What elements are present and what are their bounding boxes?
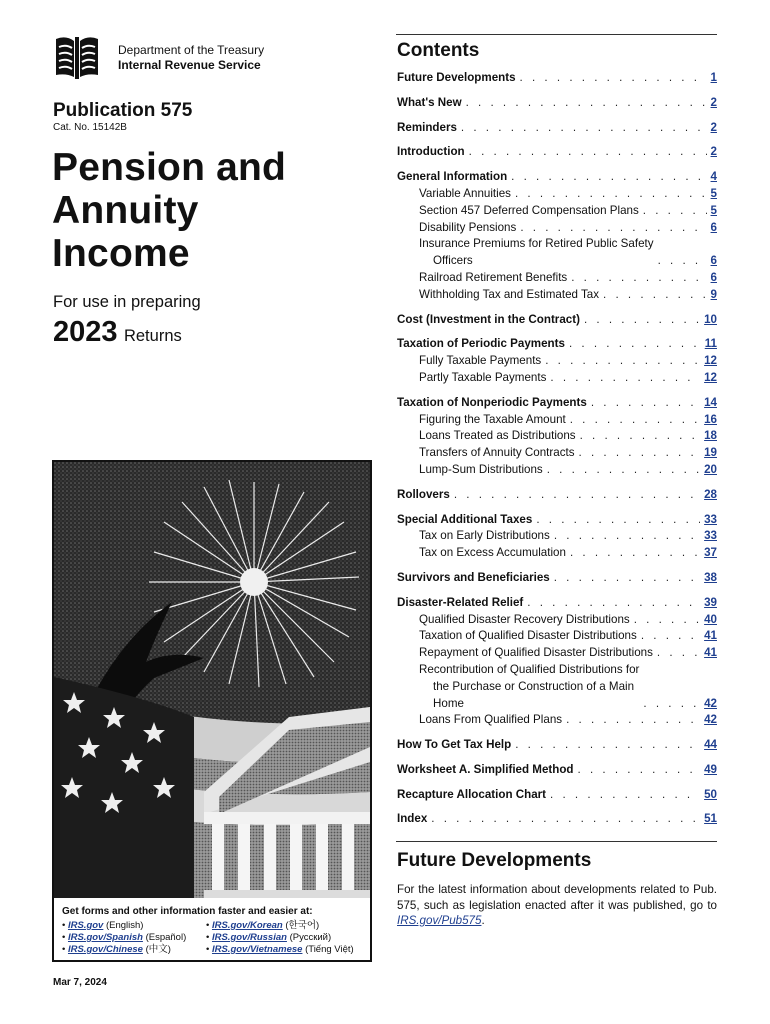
toc-entry-label: [397, 70, 516, 87]
irs-gov-chinese-link[interactable]: IRS.gov/Chinese: [67, 944, 143, 955]
toc-page-link[interactable]: 9: [710, 287, 717, 301]
toc-entry[interactable]: [397, 120, 717, 137]
toc-entry[interactable]: [397, 186, 717, 203]
dot-leader: [431, 811, 700, 828]
toc-entry-label: [397, 570, 550, 587]
toc-entry-label: [419, 370, 546, 387]
toc-entry-label-line: Figuring the Taxable Amount: [419, 412, 566, 426]
toc-entry-label: [397, 395, 587, 412]
toc-page-link[interactable]: 6: [710, 254, 717, 268]
toc-entry-label: [419, 462, 543, 479]
toc-page-link[interactable]: 40: [704, 612, 717, 626]
toc-entry-label: [419, 428, 576, 445]
toc-entry-label-line: Railroad Retirement Benefits: [419, 270, 568, 284]
dot-leader: [520, 220, 706, 237]
toc-page-link[interactable]: 6: [710, 220, 717, 234]
toc-entry-label: [419, 612, 630, 629]
toc-entry-label: [419, 445, 575, 462]
toc-entry-label-line: Rollovers: [397, 487, 450, 501]
toc-entry-label: [419, 628, 637, 645]
irs-gov-link[interactable]: IRS.gov: [67, 920, 104, 931]
dot-leader: [658, 253, 707, 270]
dot-leader: [571, 270, 706, 287]
toc-entry-label-line: Reminders: [397, 120, 457, 134]
toc-entry-label: [419, 270, 567, 287]
irs-gov-korean-link[interactable]: IRS.gov/Korean: [211, 920, 283, 931]
toc-entry-label-line: Recontribution of Qualified Distributions for: [419, 662, 640, 676]
toc-entry[interactable]: [397, 370, 717, 387]
publication-title: [52, 146, 286, 275]
toc-entry-label: [419, 186, 511, 203]
toc-entry[interactable]: [397, 595, 717, 612]
toc-entry-label-continuation: Officers: [433, 254, 473, 268]
toc-entry-label-line: Tax on Excess Accumulation: [419, 546, 566, 560]
toc-page-link[interactable]: 51: [704, 812, 717, 826]
future-developments-body: For the latest information about developments related to Pub. 575, such as legislation enacted after it was published, go to: [397, 883, 717, 912]
toc-entry[interactable]: [397, 395, 717, 412]
toc-page-link[interactable]: 50: [704, 787, 717, 801]
toc-entry-label: [397, 595, 523, 612]
toc-entry[interactable]: [397, 236, 717, 270]
toc-entry[interactable]: [397, 528, 717, 545]
toc-entry[interactable]: [397, 312, 717, 329]
toc-entry-label-line: Recapture Allocation Chart: [397, 787, 547, 801]
toc-page-link[interactable]: 5: [710, 186, 717, 200]
toc-page-link[interactable]: 5: [710, 203, 717, 217]
toc-entry-label: [419, 545, 566, 562]
toc-entry-label: [397, 787, 546, 804]
toc-entry-label-line: Cost (Investment in the Contract): [397, 312, 580, 326]
dot-leader: [466, 95, 707, 112]
dot-leader: [657, 645, 700, 662]
toc-entry-label: [419, 712, 562, 729]
toc-entry-label-line: Variable Annuities: [419, 186, 511, 200]
toc-page-link[interactable]: 16: [704, 412, 717, 426]
toc-entry-label-line: Disability Pensions: [419, 220, 517, 234]
dot-leader: [643, 203, 707, 220]
toc-entry-label: [397, 144, 465, 161]
toc-entry-label-line: Insurance Premiums for Retired Public Safety: [419, 237, 654, 251]
toc-entry[interactable]: [397, 144, 717, 161]
dot-leader: [545, 353, 700, 370]
irs-gov-pub575-link[interactable]: IRS.gov/Pub575: [397, 914, 482, 927]
toc-page-link[interactable]: 44: [704, 738, 717, 752]
dot-leader: [584, 312, 700, 329]
toc-page-link[interactable]: 1: [710, 71, 717, 84]
dot-leader: [578, 762, 701, 779]
dot-leader: [515, 186, 707, 203]
toc-page-link[interactable]: 14: [704, 395, 717, 409]
toc-entry[interactable]: [397, 70, 717, 87]
toc-page-link[interactable]: 12: [704, 354, 717, 368]
catalog-number: Cat. No. 15142B: [53, 122, 127, 133]
toc-entry-label-line: Loans From Qualified Plans: [419, 713, 563, 727]
toc-page-link[interactable]: 6: [710, 270, 717, 284]
toc-page-link[interactable]: 42: [704, 713, 717, 727]
toc-entry-label-line: What's New: [397, 95, 462, 109]
get-forms-heading: Get forms and other information faster and easier at:: [62, 906, 313, 917]
language-link-item: • IRS.gov/Russian (Русский): [206, 932, 332, 943]
toc-page-link[interactable]: 41: [704, 629, 717, 643]
agency-name: [118, 43, 264, 73]
toc-entry-label: [397, 487, 450, 504]
dot-leader: [580, 428, 700, 445]
title-line: Income: [52, 232, 190, 275]
irs-gov-vietnamese-link[interactable]: IRS.gov/Vietnamese: [211, 944, 303, 955]
dot-leader: [550, 370, 700, 387]
language-label: (Русский): [286, 932, 332, 943]
agency-line-1: Department of the Treasury: [118, 43, 265, 57]
publication-date: Mar 7, 2024: [53, 977, 107, 988]
toc-entry-label-line: Taxation of Qualified Disaster Distributions: [419, 629, 637, 643]
dot-leader: [520, 70, 707, 87]
toc-page-link[interactable]: 20: [704, 462, 717, 476]
toc-entry[interactable]: [397, 787, 717, 804]
toc-entry[interactable]: [397, 512, 717, 529]
toc-entry-label: [419, 203, 639, 220]
toc-entry-label-line: Worksheet A. Simplified Method: [397, 762, 574, 776]
contents-heading: Contents: [397, 40, 480, 61]
get-forms-notice: [62, 906, 367, 956]
dot-leader: [527, 595, 700, 612]
toc-entry-label: [419, 287, 599, 304]
dot-leader: [634, 612, 700, 629]
toc-entry[interactable]: [397, 428, 717, 445]
dot-leader: [554, 570, 700, 587]
toc-entry-label-line: Section 457 Deferred Compensation Plans: [419, 203, 639, 217]
toc-entry-label-line: Partly Taxable Payments: [419, 370, 547, 384]
toc-entry-label: [397, 811, 427, 828]
toc-entry[interactable]: [397, 270, 717, 287]
toc-entry-label: [419, 220, 516, 237]
toc-entry[interactable]: [397, 169, 717, 186]
toc-entry-label-line: Qualified Disaster Recovery Distributions: [419, 612, 630, 626]
toc-entry-label-line: Repayment of Qualified Disaster Distributions: [419, 646, 653, 660]
cover-illustration-box: [52, 460, 372, 962]
toc-entry-label-line: How To Get Tax Help: [397, 738, 512, 752]
sentence-end: .: [481, 914, 485, 927]
dot-leader: [550, 787, 700, 804]
toc-entry-label: [419, 645, 653, 662]
toc-entry[interactable]: [397, 336, 717, 353]
toc-entry[interactable]: [397, 445, 717, 462]
irs-gov-spanish-link[interactable]: IRS.gov/Spanish: [67, 932, 143, 943]
toc-entry-label: [419, 236, 654, 270]
dot-leader: [536, 512, 700, 529]
toc-page-link[interactable]: 49: [704, 762, 717, 776]
toc-page-link[interactable]: 12: [704, 370, 717, 384]
language-link-item: • IRS.gov/Vietnamese (Tiếng Việt): [206, 944, 354, 955]
dot-leader: [643, 696, 700, 713]
for-use-text: For use in preparing: [53, 293, 201, 311]
publication-number: Publication 575: [53, 100, 193, 121]
toc-entry[interactable]: [397, 545, 717, 562]
toc-page-link[interactable]: 37: [704, 546, 717, 560]
language-link-item: • IRS.gov/Chinese (中文): [62, 944, 171, 955]
toc-page-link[interactable]: 41: [704, 646, 717, 660]
toc-entry-label: [397, 312, 580, 329]
language-label: (한국어): [282, 920, 320, 931]
toc-entry-label-line: Index: [397, 812, 428, 826]
divider: [396, 841, 717, 842]
title-line: Annuity: [52, 189, 199, 232]
toc-entry[interactable]: [397, 412, 717, 429]
toc-page-link[interactable]: 2: [710, 145, 717, 159]
toc-entry-label-line: Future Developments: [397, 71, 516, 84]
tax-year-line: [53, 316, 182, 349]
toc-entry[interactable]: [397, 612, 717, 629]
language-link-item: • IRS.gov/Spanish (Español): [62, 932, 187, 943]
toc-entry-label-line: Taxation of Nonperiodic Payments: [397, 395, 587, 409]
toc-entry-label: [397, 737, 511, 754]
dot-leader: [570, 545, 700, 562]
toc-entry-label-line: Transfers of Annuity Contracts: [419, 446, 575, 460]
toc-entry-label-line: Special Additional Taxes: [397, 512, 533, 526]
dot-leader: [554, 528, 700, 545]
cover-illustration: [54, 462, 370, 898]
toc-page-link[interactable]: 2: [710, 120, 717, 134]
toc-entry-label: [419, 353, 541, 370]
toc-entry-label-line: General Information: [397, 170, 508, 184]
language-label: (Tiếng Việt): [302, 944, 354, 955]
toc-entry[interactable]: [397, 220, 717, 237]
toc-entry-label: [419, 662, 639, 712]
toc-page-link[interactable]: 33: [704, 529, 717, 543]
toc-entry[interactable]: [397, 737, 717, 754]
toc-entry[interactable]: [397, 462, 717, 479]
toc-entry-label: [397, 336, 565, 353]
dot-leader: [591, 395, 700, 412]
toc-entry[interactable]: [397, 95, 717, 112]
dot-leader: [515, 737, 700, 754]
toc-entry[interactable]: [397, 487, 717, 504]
dot-leader: [641, 628, 700, 645]
toc-entry-label-continuation: Home: [433, 696, 464, 710]
toc-entry[interactable]: [397, 287, 717, 304]
dot-leader: [511, 169, 706, 186]
irs-gov-russian-link[interactable]: IRS.gov/Russian: [211, 932, 287, 943]
toc-entry-label: [397, 169, 507, 186]
title-line: Pension and: [52, 146, 287, 189]
toc-entry[interactable]: [397, 353, 717, 370]
table-of-contents: [397, 70, 717, 828]
irs-eagle-logo-icon: [52, 33, 102, 83]
toc-entry[interactable]: [397, 645, 717, 662]
toc-entry-label-line: Lump-Sum Distributions: [419, 462, 543, 476]
dot-leader: [469, 144, 707, 161]
dot-leader: [461, 120, 707, 137]
toc-page-link[interactable]: 39: [704, 595, 717, 609]
toc-page-link[interactable]: 28: [704, 487, 717, 501]
language-link-item: • IRS.gov/Korean (한국어): [206, 920, 320, 931]
toc-entry[interactable]: [397, 762, 717, 779]
toc-entry[interactable]: [397, 628, 717, 645]
toc-entry-label: [397, 95, 462, 112]
toc-page-link[interactable]: 11: [704, 337, 717, 351]
toc-page-link[interactable]: 38: [704, 570, 717, 584]
dot-leader: [454, 487, 700, 504]
toc-page-link[interactable]: 10: [704, 312, 717, 326]
future-developments-heading: Future Developments: [397, 850, 592, 871]
dot-leader: [570, 412, 700, 429]
toc-page-link[interactable]: 4: [710, 170, 717, 184]
toc-entry[interactable]: [397, 662, 717, 712]
toc-entry-label-line: Taxation of Periodic Payments: [397, 337, 565, 351]
returns-label: Returns: [123, 327, 182, 345]
toc-page-link[interactable]: 18: [704, 429, 717, 443]
toc-page-link[interactable]: 2: [710, 95, 717, 109]
toc-entry-label: [397, 120, 457, 137]
agency-line-2: Internal Revenue Service: [118, 58, 261, 72]
toc-page-link[interactable]: 42: [704, 696, 717, 710]
dot-leader: [579, 445, 701, 462]
toc-entry[interactable]: [397, 570, 717, 587]
toc-page-link[interactable]: 19: [704, 446, 717, 460]
language-link-item: • IRS.gov (English): [62, 920, 144, 931]
tax-year: 2023: [53, 316, 118, 348]
toc-entry-label-line: Fully Taxable Payments: [419, 354, 542, 368]
toc-entry-label-line: Tax on Early Distributions: [419, 529, 550, 543]
dot-leader: [547, 462, 700, 479]
dot-leader: [566, 712, 700, 729]
toc-entry-label-line: Withholding Tax and Estimated Tax: [419, 287, 600, 301]
toc-entry-label-continuation: the Purchase or Construction of a Main: [433, 679, 635, 693]
toc-entry-label: [397, 512, 532, 529]
toc-entry-label-line: Survivors and Beneficiaries: [397, 570, 550, 584]
language-label: (English): [103, 920, 144, 931]
language-label: (中文): [142, 944, 171, 955]
toc-entry-label-line: Introduction: [397, 145, 465, 159]
toc-page-link[interactable]: 33: [704, 512, 717, 526]
divider: [396, 34, 717, 35]
future-developments-text: [397, 882, 717, 929]
toc-entry-label: [419, 528, 550, 545]
toc-entry-label-line: Loans Treated as Distributions: [419, 429, 576, 443]
toc-entry[interactable]: [397, 811, 717, 828]
toc-entry-label: [419, 412, 566, 429]
toc-entry-label-line: Disaster-Related Relief: [397, 595, 524, 609]
toc-entry[interactable]: [397, 712, 717, 729]
toc-entry[interactable]: [397, 203, 717, 220]
dot-leader: [569, 336, 701, 353]
language-label: (Español): [142, 932, 187, 943]
dot-leader: [603, 287, 707, 304]
toc-entry-label: [397, 762, 574, 779]
